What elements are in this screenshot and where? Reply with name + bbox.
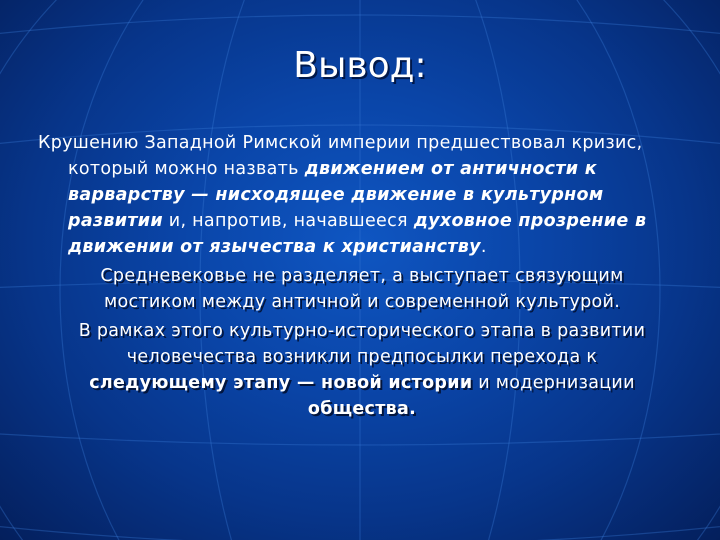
slide-title: Вывод: bbox=[293, 45, 427, 86]
p1-text-3: . bbox=[480, 237, 487, 257]
p1-emphasis-1: движением от античности к варварству — нисходящее движение в культурном развитии bbox=[68, 159, 604, 231]
slide-body bbox=[38, 130, 686, 422]
p1-emphasis-2: духовное прозрение в движении от язычества к христианству bbox=[68, 211, 647, 257]
p1-text-2: и, напротив, начавшееся bbox=[162, 211, 414, 231]
p3-text-1: В рамках этого культурно-исторического этапа в развитии человечества возникли предпосылки перехода к bbox=[78, 321, 646, 367]
paragraph-crisis bbox=[38, 130, 686, 260]
paragraph-middle-ages: Средневековье не разделяет, а выступает связующим мостиком между античной и современной культурой. bbox=[100, 266, 624, 312]
paragraph-stage bbox=[38, 318, 686, 422]
p3-emphasis-2: общества. bbox=[307, 399, 417, 419]
p3-text-2: и модернизации bbox=[472, 373, 635, 393]
p1-text-1: Крушению Западной Римской империи предшествовал кризис, который можно назвать bbox=[38, 133, 643, 179]
p3-emphasis-1: следующему этапу — новой истории bbox=[89, 373, 473, 393]
